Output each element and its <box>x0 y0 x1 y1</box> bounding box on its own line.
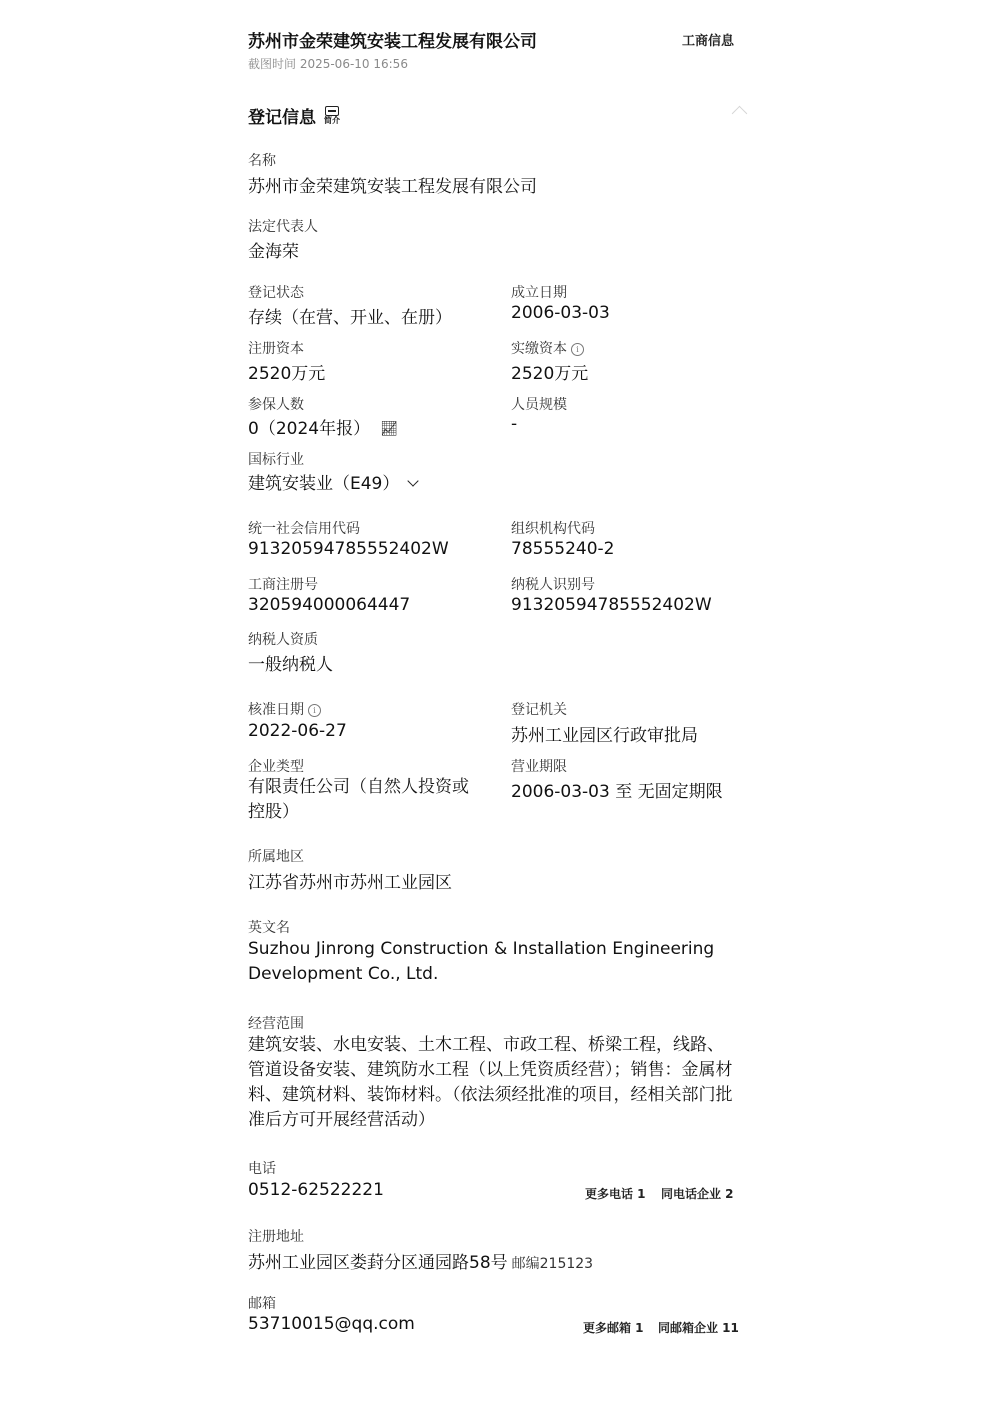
credit-code-label: 统一社会信用代码 <box>248 521 360 537</box>
biz-reg-no-label: 工商注册号 <box>248 577 318 593</box>
org-code-label: 组织机构代码 <box>511 521 595 537</box>
industry-value: 建筑安装业（E49） <box>248 474 400 494</box>
english-name-label: 英文名 <box>248 920 290 936</box>
same-email-companies-link[interactable]: 同邮箱企业 11 <box>658 1321 739 1335</box>
approval-date-label-wrap <box>248 699 321 719</box>
status-label: 登记状态 <box>248 285 304 301</box>
reg-authority-value: 苏州工业园区行政审批局 <box>511 726 698 746</box>
more-emails-link[interactable]: 更多邮箱 1 <box>583 1321 644 1335</box>
scope-value: 建筑安装、水电安装、土木工程、市政工程、桥梁工程，线路、管道设备安装、建筑防水工程（以上凭资质经营）；销售：金属材料、建筑材料、装饰材料。（依法须经批准的项目，经相关部门批准后方可开展经营活动） <box>248 1035 733 1130</box>
biz-term-label: 营业期限 <box>511 759 567 775</box>
chevron-down-icon[interactable] <box>408 475 419 486</box>
staff-size-label: 人员规模 <box>511 397 567 413</box>
founded-value: 2006-03-03 <box>511 303 610 323</box>
credit-code-value: 91320594785552402W <box>248 539 449 559</box>
legal-rep-value[interactable]: 金海荣 <box>248 242 299 262</box>
approval-date-value: 2022-06-27 <box>248 721 347 741</box>
company-title: 苏州市金荣建筑安装工程发展有限公司 <box>248 32 537 52</box>
org-code-value: 78555240-2 <box>511 539 615 559</box>
address-label: 注册地址 <box>248 1229 304 1245</box>
insured-value-wrap <box>248 414 398 439</box>
screenshot-time: 截图时间 2025-06-10 16:56 <box>248 57 408 71</box>
english-name-value: Suzhou Jinrong Construction & Installation Engineering Development Co., Ltd. <box>248 939 715 984</box>
founded-label: 成立日期 <box>511 285 567 301</box>
zip-code: 邮编215123 <box>511 1256 594 1272</box>
reg-authority-label: 登记机关 <box>511 702 567 718</box>
address-value[interactable]: 苏州工业园区娄葑分区通园路58号 <box>248 1253 508 1273</box>
biz-reg-no-value: 320594000064447 <box>248 595 411 615</box>
email-value[interactable]: 53710015@qq.com <box>248 1314 415 1334</box>
paid-capital-label: 实缴资本 <box>511 341 567 357</box>
header-tag: 工商信息 <box>682 34 735 49</box>
collapse-icon[interactable] <box>732 106 748 122</box>
industry-value-wrap[interactable] <box>248 469 417 494</box>
more-phones-link[interactable]: 更多电话 1 <box>585 1187 646 1201</box>
region-value: 江苏省苏州市苏州工业园区 <box>248 873 452 893</box>
trend-chart-icon[interactable]: 📈︎ <box>380 421 398 437</box>
industry-label: 国标行业 <box>248 452 304 468</box>
region-label: 所属地区 <box>248 849 304 865</box>
section-title <box>248 103 340 128</box>
reg-capital-value: 2520万元 <box>248 364 326 384</box>
paid-capital-value: 2520万元 <box>511 364 589 384</box>
company-type-value: 有限责任公司（自然人投资或控股） <box>248 777 469 822</box>
tax-id-value: 91320594785552402W <box>511 595 712 615</box>
info-icon[interactable]: i <box>308 704 321 717</box>
intro-icon-text: 简介 <box>324 116 340 125</box>
phone-value[interactable]: 0512-62522221 <box>248 1180 384 1200</box>
tax-qual-value: 一般纳税人 <box>248 655 333 675</box>
insured-value: 0（2024年报） <box>248 419 371 439</box>
insured-label: 参保人数 <box>248 397 304 413</box>
tax-qual-label: 纳税人资质 <box>248 632 318 648</box>
status-value: 存续（在营、开业、在册） <box>248 308 452 328</box>
approval-date-label: 核准日期 <box>248 702 304 718</box>
same-phone-companies-link[interactable]: 同电话企业 2 <box>661 1187 734 1201</box>
legal-rep-label: 法定代表人 <box>248 219 318 235</box>
email-label: 邮箱 <box>248 1296 276 1312</box>
paid-capital-label-wrap <box>511 338 584 358</box>
info-icon[interactable]: i <box>571 343 584 356</box>
reg-capital-label: 注册资本 <box>248 341 304 357</box>
company-type-label: 企业类型 <box>248 759 304 775</box>
scope-label: 经营范围 <box>248 1016 304 1032</box>
tax-id-label: 纳税人识别号 <box>511 577 595 593</box>
name-label: 名称 <box>248 153 276 169</box>
phone-label: 电话 <box>248 1161 276 1177</box>
biz-term-value: 2006-03-03 至 无固定期限 <box>511 782 723 802</box>
staff-size-value: - <box>511 414 518 434</box>
address-value-wrap <box>248 1248 593 1273</box>
intro-icon[interactable] <box>324 106 340 125</box>
section-title-text: 登记信息 <box>248 108 316 128</box>
name-value: 苏州市金荣建筑安装工程发展有限公司 <box>248 177 537 197</box>
